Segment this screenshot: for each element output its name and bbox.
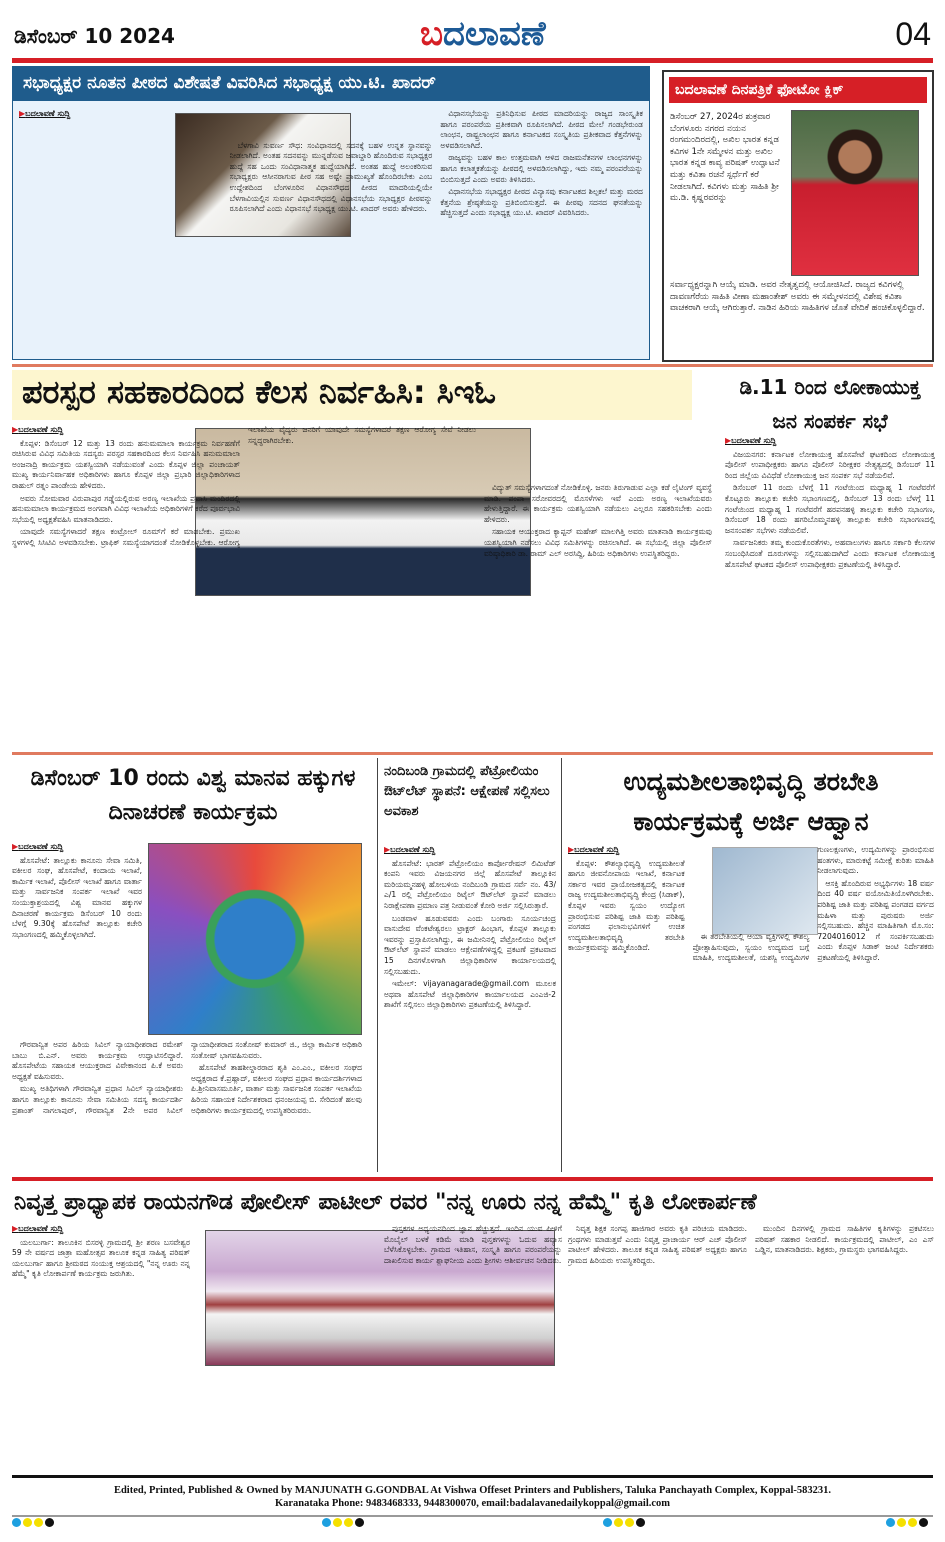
photo-spacer <box>198 1224 376 1364</box>
headline-entrepreneurship: ಉದ್ಯಮಶೀಲತಾಭಿವೃದ್ಧಿ ತರಬೇತಿ ಕಾರ್ಯಕ್ರಮಕ್ಕೆ ಅರ್ಜಿ ಆಹ್ವಾನ <box>623 767 879 836</box>
article-body-book-release-b <box>568 1224 934 1466</box>
headline-ceo: ಪರಸ್ಪರ ಸಹಕಾರದಿಂದ ಕೆಲಸ ನಿರ್ವಹಿಸಿ: ಸಿಇಓ <box>12 370 692 420</box>
byline: ▶ ಬದಲಾವಣೆ ಸುದ್ದಿ <box>568 845 685 856</box>
paragraph: ವಿಧಾನಸಭೆಯನ್ನು ಪ್ರತಿನಿಧಿಸುವ ಪೀಠದ ಮಾದರಿಯನ್ನು ರಾಜ್ಯದ ಸಾಂಸ್ಕೃತಿಕ ಹಾಗೂ ಪರಂಪರೆಯ ಪ್ರತೀಕವಾಗಿ ರೂಪಿಸಲಾಗಿದೆ. ಪೀಠದ ಮೇಲೆ ಗಂಡಭೇರುಂಡ ಲಾಂಛನ, ರಾಷ್ಟ್ರಲಾಂಛನ ಹಾಗೂ ಕರ್ನಾಟಕದ ಸಂಸ್ಕೃತಿಯ ಪ್ರತೀಕವಾದ ಕೆತ್ತನೆಗಳನ್ನು ಅಳವಡಿಸಲಾಗಿದೆ. <box>440 109 643 150</box>
paragraph: ಅವರು ಸೋಮವಾರ ವಿರುಪಾಪುರ ಗಡ್ಡೆಯಲ್ಲಿರುವ ಅರಣ್ಯ ಇಲಾಖೆಯ ಪ್ರವಾಸಿ ಮಂದಿರದಲ್ಲಿ ಹನುಮಮಾಲಾ ಕಾರ್ಯಕ್ರಮದ ಅಂಗವಾಗಿ ವಿವಿಧ ಇಲಾಖೆಯ ಅಧಿಕಾರಿಗಳಿಗೆ ಕರೆದ ಪೂರ್ವಭಾವಿ ಸಭೆಯಲ್ಲಿ ಅಧ್ಯಕ್ಷತೆವಹಿಸಿ ಮಾತನಾಡಿದರು. <box>12 493 240 524</box>
registration-marks <box>603 1517 645 1527</box>
paragraph: ಪುಸ್ತಕಗಳ ಅಧ್ಯಯನದಿಂದ ಜ್ಞಾನ ಹೆಚ್ಚುತ್ತದೆ. ಇಂದಿನ ಯುವ ಪೀಳಿಗೆ ಮೊಬೈಲ್ ಬಳಕೆ ಕಡಿಮೆ ಮಾಡಿ ಪುಸ್ತಕಗಳನ್ನು ಓದುವ ಹವ್ಯಾಸ ಬೆಳೆಸಿಕೊಳ್ಳಬೇಕು. ಗ್ರಾಮದ ಇತಿಹಾಸ, ಸಂಸ್ಕೃತಿ ಹಾಗೂ ಪರಂಪರೆಯನ್ನು ದಾಖಲಿಸುವ ಕಾರ್ಯ ಶ್ಲಾಘನೀಯ ಎಂದು ಶ್ರೀಗಳು ಆಶೀರ್ವಚನ ನೀಡಿದರು. <box>384 1224 562 1265</box>
registration-rule <box>12 1515 933 1517</box>
byline: ▶ ಬದಲಾವಣೆ ಸುದ್ದಿ <box>725 436 935 447</box>
paragraph: ಹೊಸಪೇಟೆ: ಭಾರತ್ ಪೆಟ್ರೋಲಿಯಂ ಕಾರ್ಪೋರೇಷನ್ ಲಿಮಿಟೆಡ್ ಕಂಪನಿ ಇವರು ವಿಜಯನಗರ ಜಿಲ್ಲೆ ಹೊಸಪೇಟೆ ತಾಲ್ಲೂಕಿನ ಮರಿಯಮ್ಮನಹಳ್ಳಿ ಹೋಬಳಿಯ ನಂದಿಬಂಡಿ ಗ್ರಾಮದ ಸರ್ವೆ ನಂ. 43/ಎ/1 ರಲ್ಲಿ ಪೆಟ್ರೋಲಿಯಂ ರಿಟೈಲ್ ಔಟ್‌ಲೆಟ್ ಸ್ಥಾಪನೆ ಮಾಡಲು ನಿರಾಕ್ಷೇಪಣಾ ಪ್ರಮಾಣ ಪತ್ರ ನೀಡುವಂತೆ ಕೋರಿ ಅರ್ಜಿ ಸಲ್ಲಿಸಿರುತ್ತಾರೆ. <box>384 858 556 910</box>
section-rule <box>12 364 933 367</box>
footer-rule <box>12 1475 933 1478</box>
headline: ಸಭಾಧ್ಯಕ್ಷರ ನೂತನ ಪೀಠದ ವಿಶೇಷತೆ ವಿವರಿಸಿದ ಸಭಾಧ್ಯಕ್ಷ ಯು.ಟಿ. ಖಾದರ್ <box>13 67 649 101</box>
article-body-petrol-outlet <box>384 845 556 1170</box>
logo-first-letter: ಬ <box>420 14 444 54</box>
paragraph: ಬೆಳಗಾವಿ ಸುವರ್ಣ ಸೌಧ: ಸಂವಿಧಾನದಲ್ಲಿ ಸದನಕ್ಕೆ ಬಹಳ ಉನ್ನತ ಸ್ಥಾನವನ್ನು ನೀಡಲಾಗಿದೆ. ಅಂತಹ ಸದನವನ್ನು ಮುನ್ನಡೆಸುವ ಜವಾಬ್ದಾರಿ ಹೊಂದಿರುವ ಸಭಾಧ್ಯಕ್ಷರ ಹುದ್ದೆ ಸಹ ಒಂದು ಸಂವಿಧಾನಾತ್ಮಕ ಹುದ್ದೆಯಾಗಿದೆ. ಅಂತಹ ಹುದ್ದೆ ಅಲಂಕರಿಸುವ ಸಭಾಧ್ಯಕ್ಷರು ಆಸೀನರಾಗುವ ಪೀಠ ಸಹ ಅಷ್ಟೇ ಪ್ರಾಮುಖ್ಯತೆ ಹೊಂದಿರಬೇಕು ಎಂಬ ಉದ್ದೇಶದಿಂದ ಬೆಂಗಳೂರಿನ ವಿಧಾನಸೌಧದ ಪೀಠದ ಮಾದರಿಯಲ್ಲಿಯೇ ಬೆಳಗಾವಿಯಲ್ಲಿನ ಸುವರ್ಣ ವಿಧಾನಸೌಧದಲ್ಲಿ ವಿಧಾನಸಭೆಯ ಸಭಾಧ್ಯಕ್ಷರ ಪೀಠವನ್ನು ರೂಪಿಸಲಾಗಿದೆ ಎಂದು ವಿಧಾನಸಭೆ ಸಭಾಧ್ಯಕ್ಷ ಯು.ಟಿ. ಖಾದರ್ ಅವರು ಹೇಳಿದರು. <box>229 140 433 214</box>
paragraph: ಹೊಸಪೇಟೆ: ತಾಲ್ಲೂಕು ಕಾನೂನು ಸೇವಾ ಸಮಿತಿ, ವಕೀಲರ ಸಂಘ, ಹೊಸಪೇಟೆ, ಕಂದಾಯ ಇಲಾಖೆ, ಕಾರ್ಮಿಕ ಇಲಾಖೆ, ಪೊಲೀಸ್ ಇಲಾಖೆ ಹಾಗೂ ವಾರ್ತಾ ಮತ್ತು ಸಾರ್ವಜನಿಕ ಸಂಪರ್ಕ ಇಲಾಖೆ ಇವರ ಸಂಯುಕ್ತಾಶ್ರಯದಲ್ಲಿ ವಿಶ್ವ ಮಾನವ ಹಕ್ಕುಗಳ ದಿನಾಚರಣೆ ಕಾರ್ಯಕ್ರಮ ಡಿಸೆಂಬರ್ 10 ರಂದು ಬೆಳಗ್ಗೆ 9.30ಕ್ಕೆ ಹೊಸಪೇಟೆ ತಾಲ್ಲೂಕು ಕಚೇರಿ ಸಭಾಂಗಣದಲ್ಲಿ ಹಮ್ಮಿಕೊಳ್ಳಲಾಗಿದೆ. <box>12 855 142 939</box>
article-body-ceo <box>12 425 712 745</box>
paragraph: ವಿಜಯನಗರ: ಕರ್ನಾಟಕ ಲೋಕಾಯುಕ್ತ ಹೊಸಪೇಟೆ ಘಟಕದಿಂದ ಲೋಕಾಯುಕ್ತ ಪೊಲೀಸ್ ಉಪಾಧೀಕ್ಷಕರು ಹಾಗೂ ಪೊಲೀಸ್ ನಿರೀಕ್ಷಕರ ನೇತೃತ್ವದಲ್ಲಿ ಡಿಸೆಂಬರ್ 11 ರಿಂದ ಜಿಲ್ಲೆಯ ವಿವಿಧೆಡೆ ಲೋಕಾಯುಕ್ತ ಜನ ಸಂಪರ್ಕ ಸಭೆ ನಡೆಯಲಿವೆ. <box>725 449 935 480</box>
imprint-line-2: Karanataka Phone: 9483468333, 9448300070, email:badalavanedailykoppal@gmail.com <box>274 1498 671 1509</box>
paragraph: ಕೊಪ್ಪಳ: ಕೌಶಲ್ಯಾಭಿವೃದ್ಧಿ ಉದ್ಯಮಶೀಲತೆ ಹಾಗೂ ಜೀವನೋಪಾಯ ಇಲಾಖೆ, ಕರ್ನಾಟಕ ಸರ್ಕಾರ ಇವರ ಪ್ರಾಯೋಜಕತ್ವದಲ್ಲಿ ಕರ್ನಾಟಕ ರಾಜ್ಯ ಉದ್ಯಮಶೀಲತಾಭಿವೃದ್ಧಿ ಕೇಂದ್ರ (ಸಿಡಾಕ್), ಕೊಪ್ಪಳ ಇವರು ಸ್ವಯಂ ಉದ್ಯೋಗ ಪ್ರಾರಂಭಿಸುವ ಪರಿಶಿಷ್ಟ ಜಾತಿ ಮತ್ತು ಪರಿಶಿಷ್ಟ ಪಂಗಡದ ಫಲಾನುಭವಿಗಳಿಗೆ ಉಚಿತ ಉದ್ಯಮಶೀಲತಾಭಿವೃದ್ಧಿ ತರಬೇತಿ ಕಾರ್ಯಕ್ರಮವನ್ನು ಹಮ್ಮಿಕೊಂಡಿದೆ. <box>568 858 685 953</box>
paragraph: ವಿಧಾನಸಭೆಯ ಸಭಾಧ್ಯಕ್ಷರ ಪೀಠದ ವಿನ್ಯಾಸವು ಕರ್ನಾಟಕದ ಶಿಲ್ಪಕಲೆ ಮತ್ತು ಮರದ ಕೆತ್ತನೆಯ ಶ್ರೇಷ್ಠತೆಯನ್ನು ಪ್ರತಿಬಿಂಬಿಸುತ್ತದೆ. ಈ ಪೀಠವು ಸದನದ ಘನತೆಯನ್ನು ಹೆಚ್ಚಿಸುತ್ತದೆ ಎಂದು ಸಭಾಧ್ಯಕ್ಷ ಯು.ಟಿ. ಖಾದರ್ ವಿವರಿಸಿದರು. <box>440 187 643 218</box>
paragraph: ಸಾರ್ವಜನಿಕರು ತಮ್ಮ ಕುಂದುಕೊರತೆಗಳು, ಅಹವಾಲುಗಳು ಹಾಗೂ ಸರ್ಕಾರಿ ಕೆಲಸಗಳ ಸಂಬಂಧಿಸಿದಂತೆ ದೂರುಗಳನ್ನು ಸಲ್ಲಿಸಬಹುದಾಗಿದೆ ಎಂದು ಕರ್ನಾಟಕ ಲೋಕಾಯುಕ್ತ ಹೊಸಪೇಟೆ ಘಟಕದ ಪೊಲೀಸ್ ಉಪಾಧೀಕ್ಷಕರು ಪ್ರಕಟಣೆಯಲ್ಲಿ ತಿಳಿಸಿದ್ದಾರೆ. <box>725 538 935 569</box>
article-body-book-release-a <box>12 1224 562 1466</box>
article-body-top: ಡಿಸೆಂಬರ್ 27, 2024ರ ಶುಕ್ರವಾರ ಬೆಂಗಳೂರು ನಗರದ ನಯನ ರಂಗಮಂದಿರದಲ್ಲಿ, ಅಖಿಲ ಭಾರತ ಕನ್ನಡ ಕವಿಗಳ 1ನೇ ಸಮ್ಮೇಳನ ಮತ್ತು ಅಖಿಲ ಭಾರತ ಕನ್ನಡ ಕಾವ್ಯ ಪರಿಷತ್ ಉದ್ಘಾಟನೆ ಮತ್ತು ಕವಿತಾ ರಚನೆ ಸ್ಪರ್ಧೆಗೆ ಕರೆ ನೀಡಲಾಗಿದೆ. ಕವಿಗಳು ಮತ್ತು ಸಾಹಿತಿ ಶ್ರೀ ಮ.ಡಿ. ಕೃಷ್ಣರವರನ್ನು <box>670 112 780 204</box>
byline: ▶ ಬದಲಾವಣೆ ಸುದ್ದಿ <box>12 1224 190 1235</box>
paragraph: ಬಂಡವಾಳ ಹೂಡುವವರು ಎಂದು ಬಂಗಾರು ಸೂರ್ಯಚಂದ್ರ ವಾಸುದೇವ ವೆಂಕಟೇಶ್ವರಲು ಟ್ರಾಕ್ಟರ್ ಹಿಂಭಾಗ, ಕೊಪ್ಪಳ ತಾಲ್ಲೂಕು ಇವರನ್ನು ಪ್ರಸ್ತಾಪಿಸಲಾಗಿದ್ದು, ಈ ಜಮೀನಿನಲ್ಲಿ ಪೆಟ್ರೋಲಿಯಂ ರಿಟೈಲ್ ಔಟ್‌ಲೆಟ್ ಸ್ಥಾಪನೆ ಮಾಡಲು ಆಕ್ಷೇಪಣೆಗಳಿದ್ದಲ್ಲಿ ಪ್ರಕಟಣೆ ಪ್ರಕಟವಾದ 15 ದಿನಗಳೊಳಗಾಗಿ ಜಿಲ್ಲಾಧಿಕಾರಿಗಳ ಕಾರ್ಯಾಲಯದಲ್ಲಿ ಸಲ್ಲಿಸಬಹುದು. <box>384 913 556 976</box>
paragraph: ಕೊಪ್ಪಳ: ಡಿಸೆಂಬರ್ 12 ಮತ್ತು 13 ರಂದು ಹನುಮಮಾಲಾ ಕಾರ್ಯಕ್ರಮ ನಿರ್ವಹಣೆಗೆ ರಚಿಸಿರುವ ವಿವಿಧ ಸಮಿತಿಯ ಸದಸ್ಯರು ಪರಸ್ಪರ ಸಹಕಾರದಿಂದ ಕೆಲಸ ನಿರ್ವಹಿಸಿ ಹನುಮಮಾಲಾ ಅಂಜನಾದ್ರಿ ಕಾರ್ಯಕ್ರಮ ಯಶಸ್ವಿಯಾಗಿ ನಡೆಯುವಂತೆ ಎಂದು ಕೊಪ್ಪಳ ಜಿಲ್ಲಾ ಪಂಚಾಯತ್ ಮುಖ್ಯ ಕಾರ್ಯನಿರ್ವಾಹಕ ಅಧಿಕಾರಿಗಳು ಹಾಗೂ ಕೊಪ್ಪಳ ಜಿಲ್ಲಾ ಪ್ರಭಾರಿ ಜಿಲ್ಲಾಧಿಕಾರಿಗಳಾದ ರಾಹುಲ್ ರತ್ನಂ ಪಾಂಡೇಯ ಹೇಳಿದರು. <box>12 438 240 490</box>
paragraph: ರಾಜ್ಯವನ್ನು ಬಹಳ ಕಾಲ ಉತ್ತಮವಾಗಿ ಆಳಿದ ರಾಜಮನೆತನಗಳ ಲಾಂಛನಗಳನ್ನು ಹಾಗೂ ಕಲಾತ್ಮಕತೆಯನ್ನು ಪೀಠದಲ್ಲಿ ಅಳವಡಿಸಲಾಗಿದ್ದು, ಇದು ನಮ್ಮ ಪರಂಪರೆಯನ್ನು ಬಿಂಬಿಸುತ್ತದೆ ಎಂದು ಅವರು ತಿಳಿಸಿದರು. <box>440 153 643 184</box>
headline-lokayukta: ಡಿ.11 ರಿಂದ ಲೋಕಾಯುಕ್ತ ಜನ ಸಂಪರ್ಕ ಸಭೆ <box>739 375 921 433</box>
masthead-rule <box>12 58 933 63</box>
byline: ▶ ಬದಲಾವಣೆ ಸುದ್ದಿ <box>384 845 556 856</box>
section-rule <box>12 1177 933 1181</box>
registration-marks <box>12 1517 54 1527</box>
headline-book-release: ನಿವೃತ್ತ ಪ್ರಾಧ್ಯಾಪಕ ರಾಯನಗೌಡ ಪೋಲೀಸ್ ಪಾಟೀಲ್ ರವರ "ನನ್ನ ಊರು ನನ್ನ ಹೆಮ್ಮೆ" ಕೃತಿ ಲೋಕಾರ್ಪಣೆ <box>14 1190 757 1215</box>
article-photo-click <box>662 70 934 362</box>
article-body-lokayukta <box>725 436 935 744</box>
paragraph: ಈ ತರಬೇತಿಯಲ್ಲಿ ಆಯಾ ವ್ಯಕ್ತಿಗಳಲ್ಲಿ ಕೌಶಲ್ಯ ಪ್ರೋತ್ಸಾಹಿಸುವುದು, ಸ್ವಯಂ ಉದ್ಯಮದ ಬಗ್ಗೆ ಮಾಹಿತಿ, ಉದ್ಯಮಶೀಲತೆ, ಯಶಸ್ವಿ ಉದ್ಯಮಿಗಳ ಗುಣಲಕ್ಷಣಗಳು, ಉದ್ಯಮಿಗಳನ್ನು ಪ್ರಾರಂಭಿಸುವ ಹಂತಗಳು, ಮಾರುಕಟ್ಟೆ ಸಮೀಕ್ಷೆ ಕುರಿತು ಮಾಹಿತಿ ನೀಡಲಾಗುವುದು. <box>692 845 934 963</box>
byline: ▶ ಬದಲಾವಣೆ ಸುದ್ದಿ <box>12 842 142 853</box>
paragraph: ಸಹಾಯಕ ಆಯುಕ್ತರಾದ ಕ್ಯಾಪ್ಟನ್ ಮಹೇಶ್ ಮಾಲಗಿತ್ತಿ ಅವರು ಮಾತನಾಡಿ ಕಾರ್ಯಕ್ರಮವು ಯಶಸ್ವಿಯಾಗಿ ನಡೆಸಲು ವಿವಿಧ ಸಮಿತಿಗಳನ್ನು ರಚಿಸಲಾಗಿದೆ. ಈ ಸಭೆಯಲ್ಲಿ ಜಿಲ್ಲಾ ಪೊಲೀಸ್ ವರಿಷ್ಠಾಧಿಕಾರಿ ಡಾ. ರಾಮ್ ಎಲ್ ಅರಸಿದ್ದಿ, ಹಿರಿಯ ಅಧಿಕಾರಿಗಳು ಉಪಸ್ಥಿತರಿದ್ದರು. <box>484 527 712 558</box>
photo-globe-hands <box>148 843 362 1035</box>
article-body-bottom: ಸರ್ವಾಧ್ಯಕ್ಷರನ್ನಾಗಿ ಆಯ್ಕೆ ಮಾಡಿ. ಅವರ ನೇತೃತ್ವದಲ್ಲಿ ಆಯೋಜಿಸಿದೆ. ರಾಜ್ಯದ ಕವಿಗಳಲ್ಲಿ ದಾವಣಗೆರೆಯ ಸಾಹಿತಿ ವೀಣಾ ಮಹಾಂತೇಶ್ ಅವರು ಈ ಸಮ್ಮೇಳನದಲ್ಲಿ ವಿಶೇಷ ಕವಿತಾ ವಾಚಕರಾಗಿ ಆಯ್ಕೆ ಆಗಿರುತ್ತಾರೆ. ನಾಡಿನ ಹಿರಿಯ ಸಾಹಿತಿಗಳ ಜೊತೆ ವೇದಿಕೆ ಹಂಚಿಕೊಳ್ಳಲಿದ್ದಾರೆ. <box>670 280 925 314</box>
article-body-human-rights-a <box>12 842 142 1037</box>
article-speaker-seat <box>12 66 650 360</box>
paragraph: ಯಲಬುರ್ಗಾ: ತಾಲೂಕಿನ ಬಿಸರಳ್ಳಿ ಗ್ರಾಮದಲ್ಲಿ ಶ್ರೀ ಶರಣ ಬಸವೇಶ್ವರ 59 ನೇ ವರ್ಷದ ಜಾತ್ರಾ ಮಹೋತ್ಸವ ತಾಲೂಕ ಕನ್ನಡ ಸಾಹಿತ್ಯ ಪರಿಷತ್ ಯಲಬುರ್ಗಾ ಹಾಗೂ ಶ್ರೀಮಠದ ಸಂಯುಕ್ತ ಆಶ್ರಯದಲ್ಲಿ "ನನ್ನ ಊರು ನನ್ನ ಹೆಮ್ಮೆ" ಕೃತಿ ಲೋಕಾರ್ಪಣೆ ಕಾರ್ಯಕ್ರಮ ಜರುಗಿತು. <box>12 1237 190 1279</box>
article-body-entrepreneurship <box>568 845 934 1170</box>
paragraph: ಡಿಸೆಂಬರ್ 11 ರಂದು ಬೆಳಗ್ಗೆ 11 ಗಂಟೆಯಿಂದ ಮಧ್ಯಾಹ್ನ 1 ಗಂಟೆವರೆಗೆ ಕೊಟ್ಟೂರು ತಾಲ್ಲೂಕು ಕಚೇರಿ ಸಭಾಂಗಣದಲ್ಲಿ, ಡಿಸೆಂಬರ್ 13 ರಂದು ಬೆಳಗ್ಗೆ 11 ಗಂಟೆಯಿಂದ ಮಧ್ಯಾಹ್ನ 1 ಗಂಟೆವರೆಗೆ ಹರಪನಹಳ್ಳಿ ತಾಲ್ಲೂಕು ಕಚೇರಿ ಸಭಾಂಗಣ, ಡಿಸೆಂಬರ್ 18 ರಂದು ಹಗರಿಬೊಮ್ಮನಹಳ್ಳಿ ತಾಲ್ಲೂಕು ಕಚೇರಿ ಸಭಾಂಗಣದಲ್ಲಿ ಜನಸಂಪರ್ಕ ಸಭೆಗಳು ನಡೆಯಲಿವೆ. <box>725 483 935 535</box>
registration-marks <box>886 1517 928 1527</box>
article-body-human-rights-b <box>12 1040 362 1170</box>
imprint-line-1: Edited, Printed, Published & Owned by MANJUNATH G.GONDBAL At Vishwa Offeset Printers and Publishers, Taluka Panchayath Complex, Koppal-583231. <box>113 1485 832 1496</box>
imprint <box>0 1484 945 1510</box>
paragraph: ವಿದ್ಯುತ್ ಸಮಸ್ಯೆಗಳಾಗದಂತೆ ನೋಡಿಕೊಳ್ಳಿ. ಜನರು ತಿರುಗಾಡುವ ಎಲ್ಲಾ ಕಡೆ ಲೈಟಿಂಗ್ ವ್ಯವಸ್ಥೆ ಮಾಡಿ. ಪಂಪಾ ಸರೋವರದಲ್ಲಿ ಮೊಸಳೆಗಳು ಇವೆ ಎಂದು ಅರಣ್ಯ ಇಲಾಖೆಯವರು ಹೇಳುತ್ತಿದ್ದಾರೆ. ಈ ಕಾರ್ಯಕ್ರಮ ಯಶಸ್ವಿಯಾಗಿ ನಡೆಯಲು ಎಲ್ಲರೂ ಸಹಕರಿಸಬೇಕು ಎಂದು ಹೇಳಿದರು. <box>484 482 712 524</box>
section-rule <box>12 752 933 755</box>
paragraph: ಇಮೇಲ್: vijayanagarade@gmail.com ಮೂಲಕ ಅಥವಾ ಹೊಸಪೇಟೆ ಜಿಲ್ಲಾಧಿಕಾರಿಗಳ ಕಾರ್ಯಾಲಯದ ಎಂಎಜಿ-2 ಶಾಖೆಗೆ ಸಲ್ಲಿಸಲು ಜಿಲ್ಲಾಧಿಕಾರಿಗಳು ಪ್ರಕಟಣೆಯಲ್ಲಿ ತಿಳಿಸಿದ್ದಾರೆ. <box>384 979 556 1010</box>
byline: ▶ ಬದಲಾವಣೆ ಸುದ್ದಿ <box>19 109 222 120</box>
registration-marks <box>322 1517 364 1527</box>
column-divider <box>377 758 378 1172</box>
logo-rest: ದಲಾವಣೆ <box>443 14 546 54</box>
issue-date: ಡಿಸೆಂಬರ್ 10 2024 <box>14 24 175 48</box>
paragraph: ನಿವೃತ್ತ ಶಿಕ್ಷಕ ಸಂಗಪ್ಪ ಹಾಜಿಗಾರ ಅವರು ಕೃತಿ ಪರಿಚಯ ಮಾಡಿದರು. ಗ್ರಂಥಗಳು ಮಾಡುತ್ತವೆ ಎಂದು ನಿವೃತ್ತ ಪ್ರಾಚಾರ್ಯ ಆರ್ ಎಚ್ ಪೊಲೀಸ್ ಪಾಟೀಲ್ ಹೇಳಿದರು. ತಾಲೂಕ ಕನ್ನಡ ಸಾಹಿತ್ಯ ಪರಿಷತ್ ಅಧ್ಯಕ್ಷರು ಹಾಗೂ ಗ್ರಾಮದ ಹಿರಿಯರು ಉಪಸ್ಥಿತರಿದ್ದರು. <box>568 1224 747 1265</box>
paragraph: ಆಸಕ್ತಿ ಹೊಂದಿರುವ ಅಭ್ಯರ್ಥಿಗಳು 18 ವರ್ಷ ದಿಂದ 40 ವರ್ಷ ವಯೋಮಿತಿಯೊಳಗಿರಬೇಕು. ಪರಿಶಿಷ್ಟ ಜಾತಿ ಮತ್ತು ಪರಿಶಿಷ್ಟ ಪಂಗಡದ ವರ್ಗದ ಮಹಿಳಾ ಮತ್ತು ಪುರುಷರು ಅರ್ಜಿ ಸಲ್ಲಿಸಬಹುದು. ಹೆಚ್ಚಿನ ಮಾಹಿತಿಗಾಗಿ ಮೊ.ಸಂ: 7204016012 ಗೆ ಸಂಪರ್ಕಿಸಬಹುದು ಎಂದು ಕೊಪ್ಪಳ ಸಿಡಾಕ್ ಜಂಟಿ ನಿರ್ದೇಶಕರು ಪ್ರಕಟಣೆಯಲ್ಲಿ ತಿಳಿಸಿದ್ದಾರೆ. <box>817 878 934 962</box>
paragraph: ಮುಖ್ಯ ಅತಿಥಿಗಳಾಗಿ ಗೌರವಾನ್ವಿತ ಪ್ರಧಾನ ಸಿವಿಲ್ ನ್ಯಾಯಾಧೀಶರು ಹಾಗೂ ತಾಲ್ಲೂಕು ಕಾನೂನು ಸೇವಾ ಸಮಿತಿಯ ಸದಸ್ಯ ಕಾರ್ಯದರ್ಶಿ ಪ್ರಶಾಂತ್ ನಾಗಲಾಪುರ್, ಗೌರವಾನ್ವಿತ 2ನೇ ಅಪರ ಸಿವಿಲ್ ನ್ಯಾಯಾಧೀಶರಾದ ಸಂತೋಷ್ ಕುಮಾರ್ ಜಿ., ಜಿಲ್ಲಾ ಕಾರ್ಮಿಕ ಅಧಿಕಾರಿ ಸಂತೋಷ್ ಭಾಗವಹಿಸುವರು. <box>12 1040 362 1115</box>
headline-human-rights: ಡಿಸೆಂಬರ್ 10 ರಂದು ವಿಶ್ವ ಮಾನವ ಹಕ್ಕುಗಳ ದಿನಾಚರಣೆ ಕಾರ್ಯಕ್ರಮ <box>30 766 356 825</box>
article-body <box>19 109 643 355</box>
headline: ಬದಲಾವಣೆ ದಿನಪತ್ರಿಕೆ ಫೋಟೋ ಕ್ಲಿಕ್ <box>669 77 927 103</box>
photo-poet <box>791 110 919 276</box>
byline: ▶ ಬದಲಾವಣೆ ಸುದ್ದಿ <box>12 425 240 436</box>
paragraph: ಮುಂದಿನ ದಿನಗಳಲ್ಲಿ ಗ್ರಾಮದ ಸಾಹಿತಿಗಳ ಕೃತಿಗಳನ್ನು ಪ್ರಕಟಿಸಲು ಪರಿಷತ್ ಸಹಕಾರ ನೀಡಲಿದೆ. ಕಾರ್ಯಕ್ರಮದಲ್ಲಿ ಪಾಟೀಲ್, ಎಂ ಎಸ್ ಒಡ್ಡಿನ, ಮಾತನಾಡಿದರು. ಶಿಕ್ಷಕರು, ಗ್ರಾಮಸ್ಥರು ಭಾಗವಹಿಸಿದ್ದರು. <box>755 1224 934 1255</box>
paragraph: ಯಾವುದೇ ಸಮಸ್ಯೆಗಳಾದರೆ ತಕ್ಷಣ ಕಂಟ್ರೋಲ್ ರೂಮ್‌ಗೆ ಕರೆ ಮಾಡಬೇಕು. ಪ್ರಮುಖ ಸ್ಥಳಗಳಲ್ಲಿ ಸಿಸಿಟಿವಿ ಅಳವಡಿಸಬೇಕು. ಟ್ರಾಫಿಕ್ ಸಮಸ್ಯೆಯಾಗದಂತೆ ನೋಡಿಕೊಳ್ಳಬೇಕು. ಆರೋಗ್ಯ ಇಲಾಖೆಯ ವೈದ್ಯರು ಜನರಿಗೆ ಯಾವುದೇ ಸಮಸ್ಯೆಗಳಾದರೆ ತಕ್ಷಣ ಆರೋಗ್ಯ ಸೇವೆ ನೀಡಲು ಸನ್ನದ್ಧರಾಗಿರಬೇಕು. <box>12 425 476 547</box>
headline-petrol-outlet: ನಂದಿಬಂಡಿ ಗ್ರಾಮದಲ್ಲಿ ಪೆಟ್ರೋಲಿಯಂ ಔಟ್‌ಲೆಟ್ ಸ್ಥಾಪನೆ: ಆಕ್ಷೇಪಣೆ ಸಲ್ಲಿಸಲು ಅವಕಾಶ <box>384 764 550 819</box>
paragraph: ಗೌರವಾನ್ವಿತ ಅಪರ ಹಿರಿಯ ಸಿವಿಲ್ ನ್ಯಾಯಾಧೀಶರಾದ ರಮೇಶ್ ಬಾಬು ಬಿ.ಎನ್. ಅವರು ಕಾರ್ಯಕ್ರಮ ಉದ್ಘಾಟಿಸಲಿದ್ದಾರೆ. ಹೊಸಪೇಟೆಯ ಸಹಾಯಕ ಆಯುಕ್ತರಾದ ವಿವೇಕಾನಂದ ಪಿ.ಕೆ ಅವರು ಅಧ್ಯಕ್ಷತೆ ವಹಿಸುವರು. <box>12 1040 183 1081</box>
page-number: 04 <box>895 16 931 52</box>
paragraph: ಹೊಸಪೇಟೆ ತಾಹಶೀಲ್ದಾರರಾದ ಶೃತಿ ಎಂ.ಎಂ., ವಕೀಲರ ಸಂಘದ ಅಧ್ಯಕ್ಷರಾದ ಕೆ.ಪ್ರಹ್ಲಾದ್, ವಕೀಲರ ಸಂಘದ ಪ್ರಧಾನ ಕಾರ್ಯದರ್ಶಿಗಳಾದ ಪಿ.ಶ್ರೀನಿವಾಸಮೂರ್ತಿ, ವಾರ್ತಾ ಮತ್ತು ಸಾರ್ವಜನಿಕ ಸಂಪರ್ಕ ಇಲಾಖೆಯ ಹಿರಿಯ ಸಹಾಯಕ ನಿರ್ದೇಶಕರಾದ ಧನಂಜಯಪ್ಪ ಬಿ. ಸೇರಿದಂತೆ ಹಲವು ಅಧಿಕಾರಿಗಳು ಕಾರ್ಯಕ್ರಮದಲ್ಲಿ ಉಪಸ್ಥಿತರಿರುವರು. <box>191 1063 362 1115</box>
newspaper-logo <box>420 14 546 54</box>
column-divider <box>561 758 562 1172</box>
